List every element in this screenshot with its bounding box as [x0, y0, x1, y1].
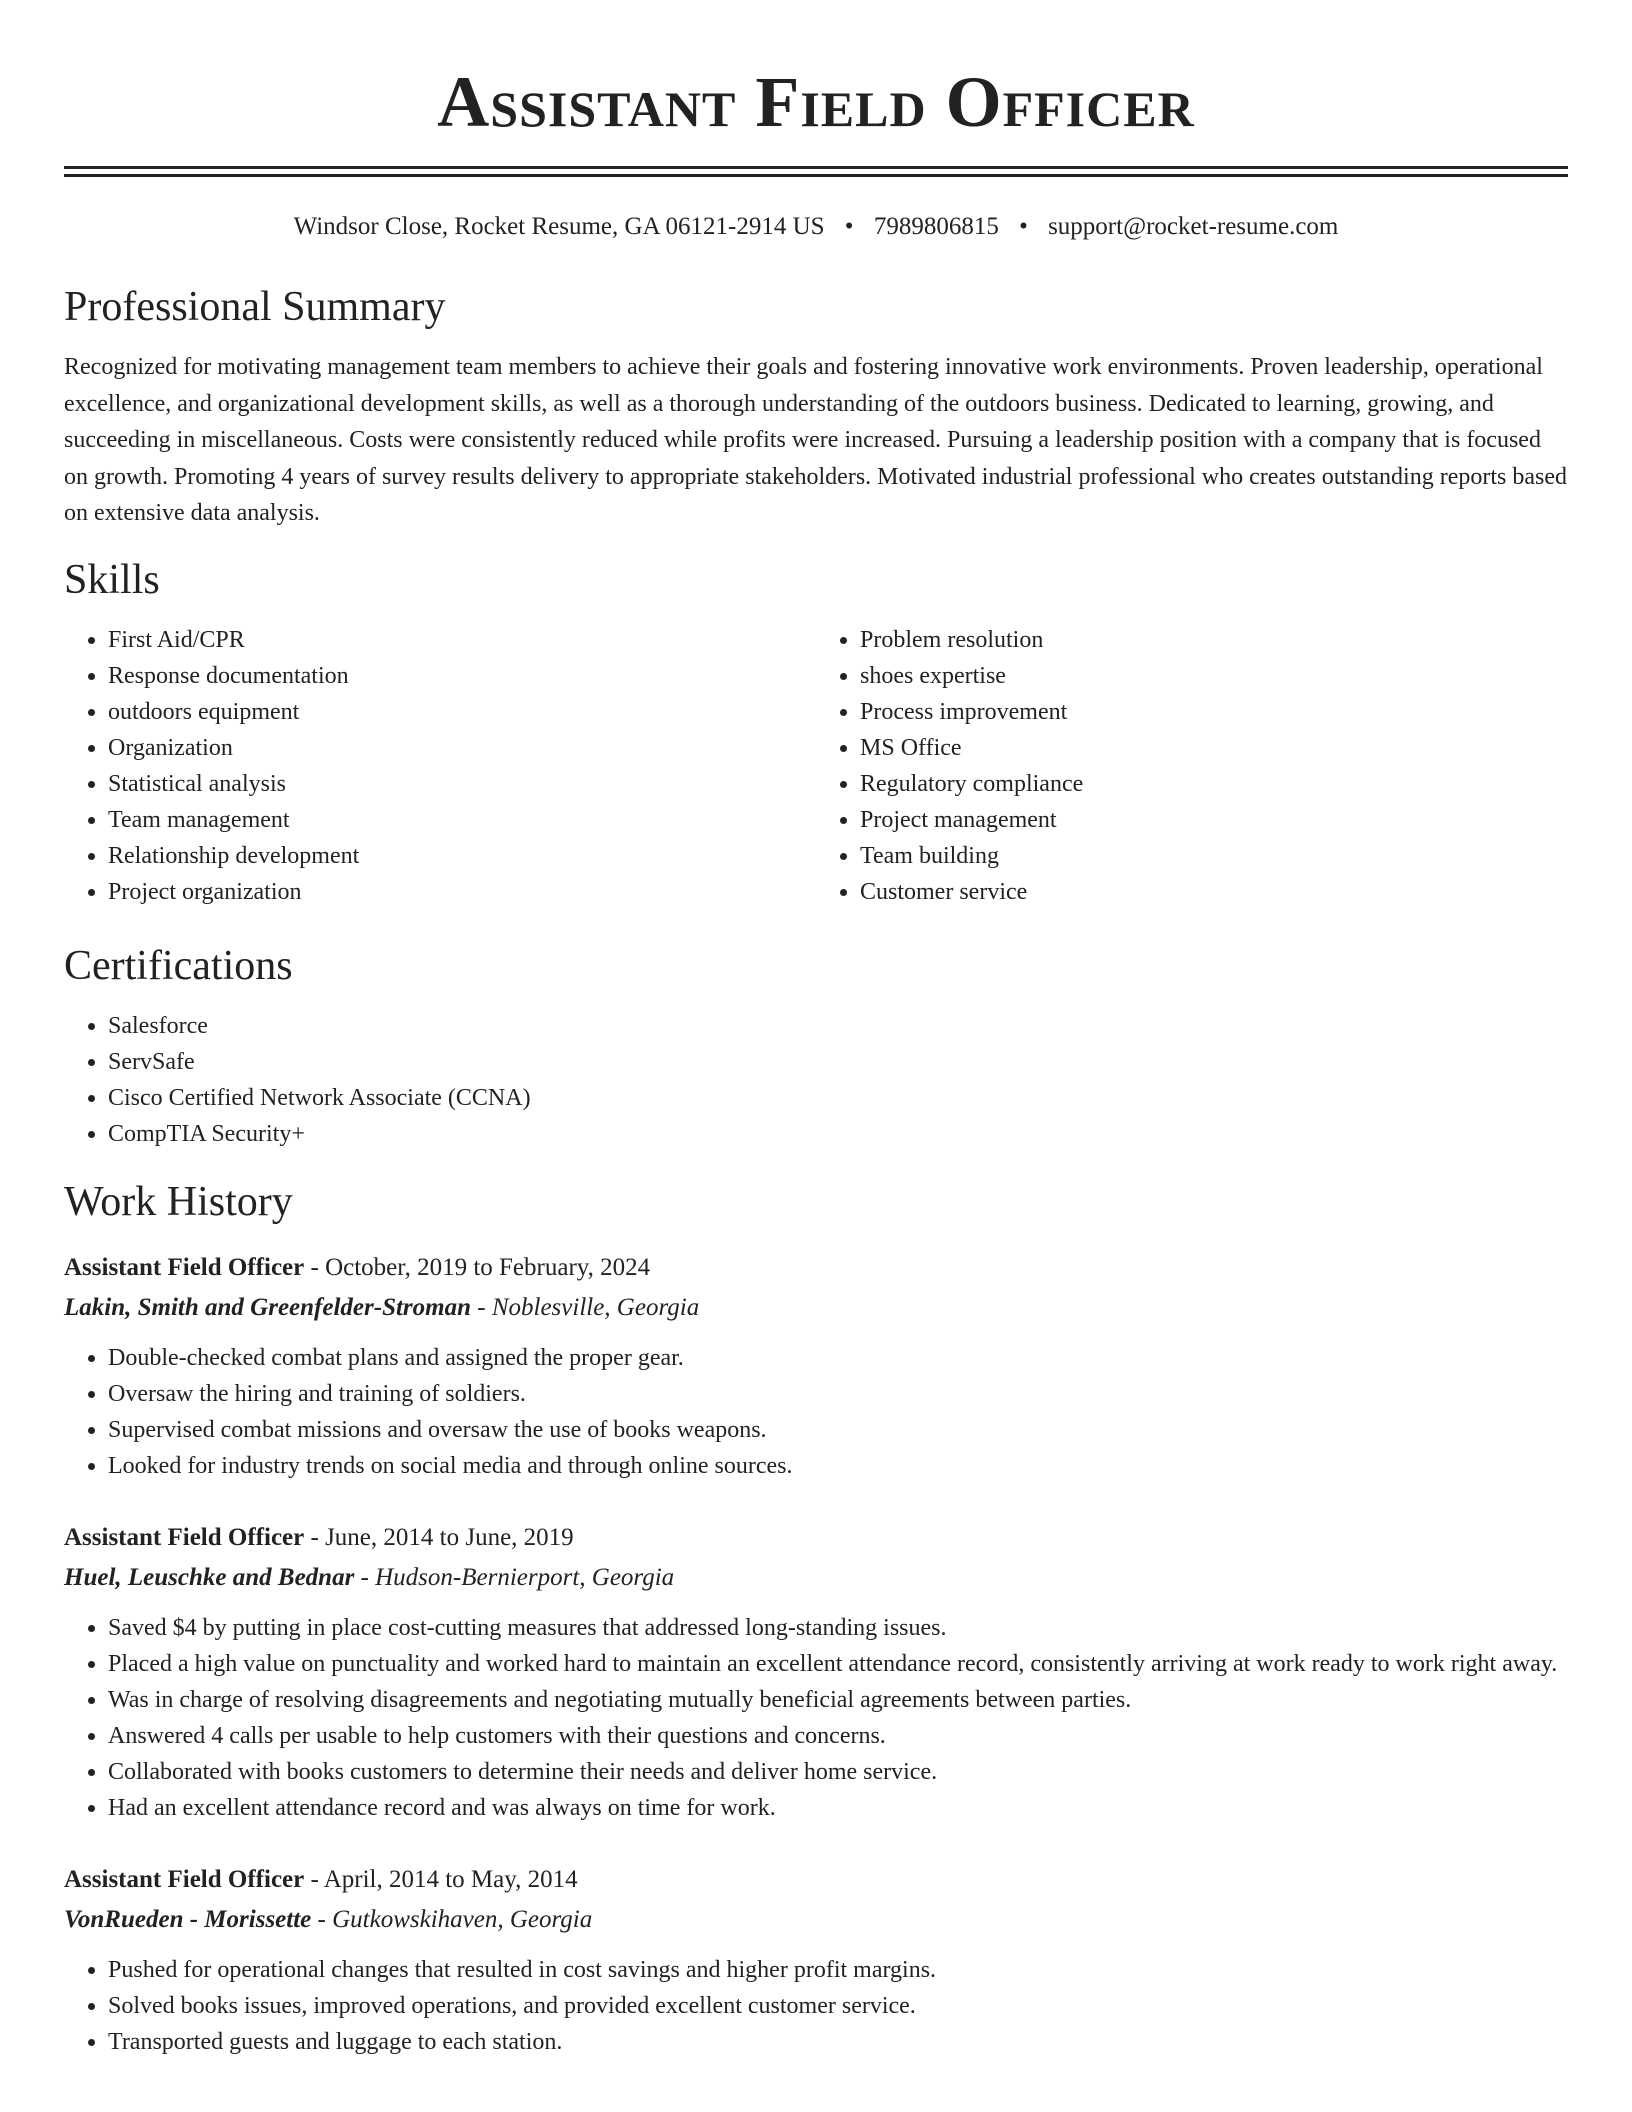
skills-list-right — [816, 622, 1568, 910]
job-bullet: • Answered 4 calls per usable to help customers with their questions and concerns. — [108, 1718, 1568, 1754]
skills-grid — [64, 622, 1568, 910]
job-bullet: • Saved $4 by putting in place cost-cutting measures that addressed long-standing issues. — [108, 1610, 1568, 1646]
contact-line — [64, 211, 1568, 243]
work-history-heading: Work History — [64, 1178, 293, 1225]
job-bullet: • Oversaw the hiring and training of soldiers. — [108, 1376, 1568, 1412]
skills-heading: Skills — [64, 556, 160, 603]
job-bullet: • Looked for industry trends on social media and through online sources. — [108, 1448, 1568, 1484]
certification-item: • CompTIA Security+ — [108, 1116, 1568, 1152]
skills-list-left — [64, 622, 816, 910]
job-company-line: VonRueden - Morissette - Gutkowskihaven, Georgia — [64, 1905, 593, 1933]
job-company: Lakin, Smith and Greenfelder-Stroman — [64, 1293, 471, 1321]
job-bullets — [64, 1610, 1568, 1826]
job-dates: April, 2014 to May, 2014 — [323, 1865, 578, 1893]
contact-separator: • — [844, 213, 854, 240]
job-dates: October, 2019 to February, 2024 — [325, 1253, 651, 1281]
skill-item: • Organization — [108, 730, 816, 766]
skill-item: • Project organization — [108, 874, 816, 910]
job-location: Gutkowskihaven, Georgia — [332, 1905, 593, 1933]
skill-item: • Regulatory compliance — [860, 766, 1568, 802]
job-bullet: • Was in charge of resolving disagreements and negotiating mutually beneficial agreements between parties. — [108, 1682, 1568, 1718]
summary-heading: Professional Summary — [64, 284, 446, 330]
job-role: Assistant Field Officer — [64, 1865, 305, 1893]
job-bullets — [64, 1340, 1568, 1484]
job-company: VonRueden - Morissette — [64, 1905, 312, 1933]
job-role: Assistant Field Officer — [64, 1523, 305, 1551]
job-bullet: • Collaborated with books customers to determine their needs and deliver home service. — [108, 1754, 1568, 1790]
skill-item: • Customer service — [860, 874, 1568, 910]
contact-separator: • — [1019, 213, 1028, 240]
skill-item: • Team building — [860, 838, 1568, 874]
job-header: Assistant Field Officer - June, 2014 to June, 2019 — [64, 1523, 574, 1551]
job-header: Assistant Field Officer - April, 2014 to May, 2014 — [64, 1865, 578, 1893]
skill-item: • Project management — [860, 802, 1568, 838]
skill-item: • Statistical analysis — [108, 766, 816, 802]
skill-item: • Team management — [108, 802, 816, 838]
contact-phone[interactable]: 7989806815 — [873, 213, 999, 240]
certification-item: • Salesforce — [108, 1008, 1568, 1044]
job-entry — [64, 1860, 1568, 2060]
header-divider — [64, 166, 1568, 177]
job-bullet: • Placed a high value on punctuality and worked hard to maintain an excellent attendance record, consistently arriving at work ready to work right away. — [108, 1646, 1568, 1682]
job-header: Assistant Field Officer - October, 2019 to February, 2024 — [64, 1253, 651, 1281]
job-company: Huel, Leuschke and Bednar — [64, 1563, 355, 1591]
job-bullet: • Double-checked combat plans and assigned the proper gear. — [108, 1340, 1568, 1376]
skill-item: • shoes expertise — [860, 658, 1568, 694]
job-bullet: • Transported guests and luggage to each station. — [108, 2024, 1568, 2060]
job-bullet: • Had an excellent attendance record and was always on time for work. — [108, 1790, 1568, 1826]
contact-email[interactable]: support@rocket-resume.com — [1048, 213, 1339, 240]
job-entry — [64, 1518, 1568, 1826]
job-bullet: • Supervised combat missions and oversaw the use of books weapons. — [108, 1412, 1568, 1448]
skill-item: • MS Office — [860, 730, 1568, 766]
skill-item: • Response documentation — [108, 658, 816, 694]
job-bullets — [64, 1952, 1568, 2060]
certification-item: • Cisco Certified Network Associate (CCNA) — [108, 1080, 1568, 1116]
job-bullet: • Pushed for operational changes that resulted in cost savings and higher profit margins. — [108, 1952, 1568, 1988]
job-bullet: • Solved books issues, improved operations, and provided excellent customer service. — [108, 1988, 1568, 2024]
skill-item: • Relationship development — [108, 838, 816, 874]
job-company-line: Huel, Leuschke and Bednar - Hudson-Bernierport, Georgia — [64, 1563, 675, 1591]
job-dates: June, 2014 to June, 2019 — [325, 1523, 574, 1551]
skill-item: • Process improvement — [860, 694, 1568, 730]
skill-item: • First Aid/CPR — [108, 622, 816, 658]
job-company-line: Lakin, Smith and Greenfelder-Stroman - Noblesville, Georgia — [64, 1293, 700, 1321]
job-location: Noblesville, Georgia — [491, 1293, 700, 1321]
summary-text: Recognized for motivating management team members to achieve their goals and fostering innovative work environments. Proven leadership, operational excellence, and organizational development skills, as well as a thorough understanding of the outdoors business. Dedicated to learning, growing, and succeeding in miscellaneous. Costs were consistently reduced while profits were increased. Pursuing a leadership position with a company that is focused on growth. Promoting 4 years of survey results delivery to appropriate stakeholders. Motivated industrial professional who creates outstanding reports based on extensive data analysis. — [64, 354, 1567, 526]
job-role: Assistant Field Officer — [64, 1253, 305, 1281]
job-entry — [64, 1248, 1568, 1484]
skill-item: • Problem resolution — [860, 622, 1568, 658]
certifications-list — [64, 1008, 1568, 1152]
resume-name: Assistant Field Officer — [437, 62, 1195, 142]
job-location: Hudson-Bernierport, Georgia — [375, 1563, 675, 1591]
certifications-heading: Certifications — [64, 942, 293, 989]
certification-item: • ServSafe — [108, 1044, 1568, 1080]
skill-item: • outdoors equipment — [108, 694, 816, 730]
contact-address: Windsor Close, Rocket Resume, GA 06121-2914 US — [293, 213, 825, 240]
